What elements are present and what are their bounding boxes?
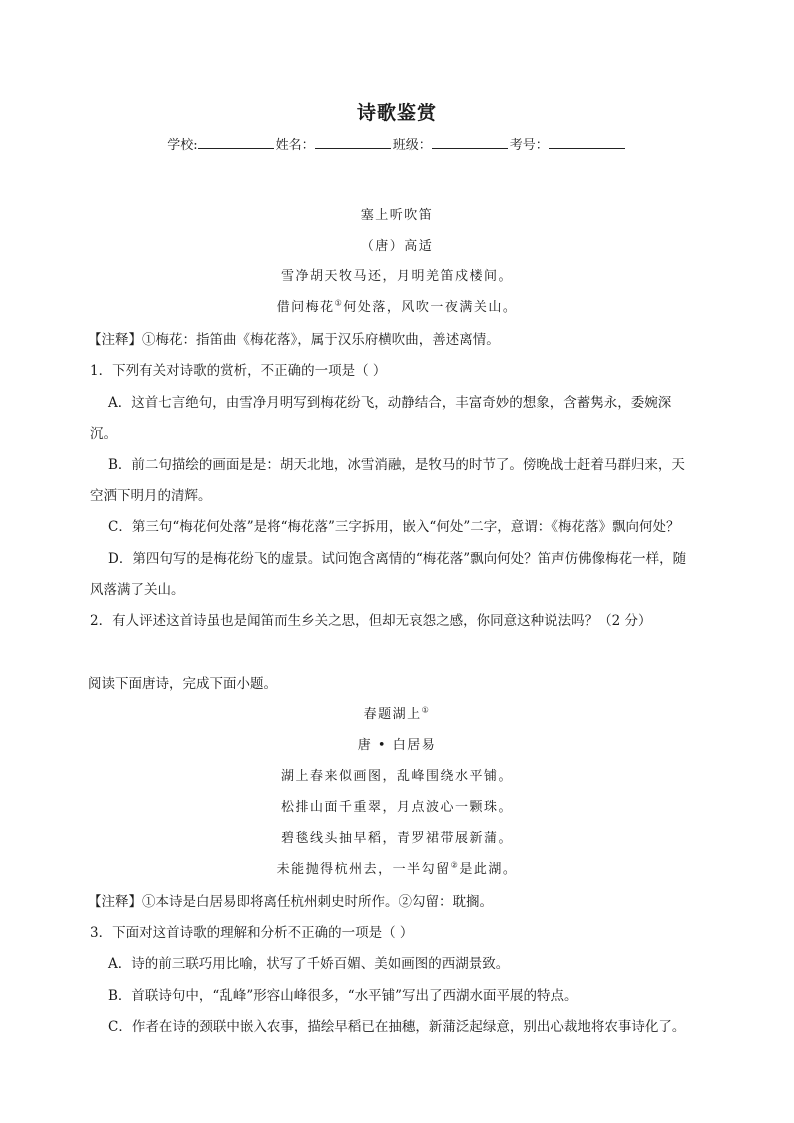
question-2-stem: 2．有人评述这首诗虽也是闻笛而生乡关之思，但却无哀怨之感，你同意这种说法吗？（2 分） [90,613,652,629]
note-2: 【注释】①本诗是白居易即将离任杭州刺史时所作。②勾留：耽搁。 [88,894,493,910]
poem1-line-2b: 何处落，风吹一夜满关山。 [343,300,518,315]
poem1-line-2a: 借问梅花 [276,300,335,315]
poem1-line-2 [0,296,794,315]
poem2-line-1: 湖上春来似画图，乱峰围绕水平铺。 [280,769,513,784]
question-3-option-b: B．首联诗句中，“乱峰”形容山峰很多，“水平铺”写出了西湖水面平展的特点。 [108,988,578,1004]
question-3-option-c: C．作者在诗的颈联中嵌入农事，描绘早稻已在抽穗，新蒲泛起绿意，别出心裁地将农事诗化了。 [108,1019,686,1035]
exam-number-label: 考号： [509,138,549,153]
question-1-option-d-line2: 风落满了关山。 [90,582,185,598]
poem1-title: 塞上听吹笛 [360,208,434,223]
poem2-line-4a: 未能抛得杭州去，一半勾留 [276,862,451,877]
poem2-line-4 [0,858,794,877]
note-1: 【注释】①梅花：指笛曲《梅花落》，属于汉乐府横吹曲，善述离情。 [88,332,500,348]
poem1-author: （唐）高适 [360,239,434,254]
poem2-title [0,703,794,722]
question-3-option-a: A．诗的前三联巧用比喻，状写了千娇百媚、美如画图的西湖景致。 [108,956,510,972]
question-1-option-c: C．第三句“梅花何处落”是将“梅花落”三字拆用，嵌入“何处”二字，意谓：《梅花落》飘向何处？ [108,519,680,535]
section-2-intro: 阅读下面唐诗，完成下面小题。 [88,676,277,692]
question-1-option-b-line1: B．前二句描绘的画面是是：胡天北地，冰雪消融，是牧马的时节了。傍晚战士赶着马群归来，天 [108,457,685,473]
poem2-line-4b: 是此湖。 [459,862,518,877]
name-blank[interactable] [315,136,391,149]
poem2-line-3: 碧毯线头抽早稻，青罗裙带展新蒲。 [280,831,513,846]
name-label: 姓名： [275,138,315,153]
page-title: 诗歌鉴赏 [356,102,437,124]
footnote-marker: ② [450,860,460,870]
poem2-title-text: 春题湖上 [363,707,422,722]
poem2-author: 唐 • 白居易 [357,738,437,753]
question-1-option-b-line2: 空洒下明月的清辉。 [90,488,212,504]
poem2-line-2: 松排山面千重翠，月点波心一颗珠。 [280,800,513,815]
footnote-marker: ① [421,705,431,715]
student-info-line [0,134,794,153]
poem1-line-1: 雪净胡天牧马还，月明羌笛戍楼间。 [280,269,513,284]
school-blank[interactable] [198,136,274,149]
question-1-option-a-line1: A．这首七言绝句，由雪净月明写到梅花纷飞，动静结合，丰富奇妙的想象，含蓄隽永，委婉深 [108,395,672,411]
question-3-stem: 3．下面对这首诗歌的理解和分析不正确的一项是（ ） [90,925,414,941]
question-1-option-d-line1: D．第四句写的是梅花纷飞的虚景。试问饱含离情的“梅花落”飘向何处？笛声仿佛像梅花一样，随 [108,551,687,567]
class-blank[interactable] [432,136,508,149]
school-label: 学校: [167,138,198,153]
question-1-option-a-line2: 沉。 [90,426,117,442]
question-1-stem: 1．下列有关对诗歌的赏析，不正确的一项是（ ） [90,363,387,379]
exam-number-blank[interactable] [549,136,625,149]
footnote-marker: ① [334,298,344,308]
class-label: 班级： [392,138,432,153]
